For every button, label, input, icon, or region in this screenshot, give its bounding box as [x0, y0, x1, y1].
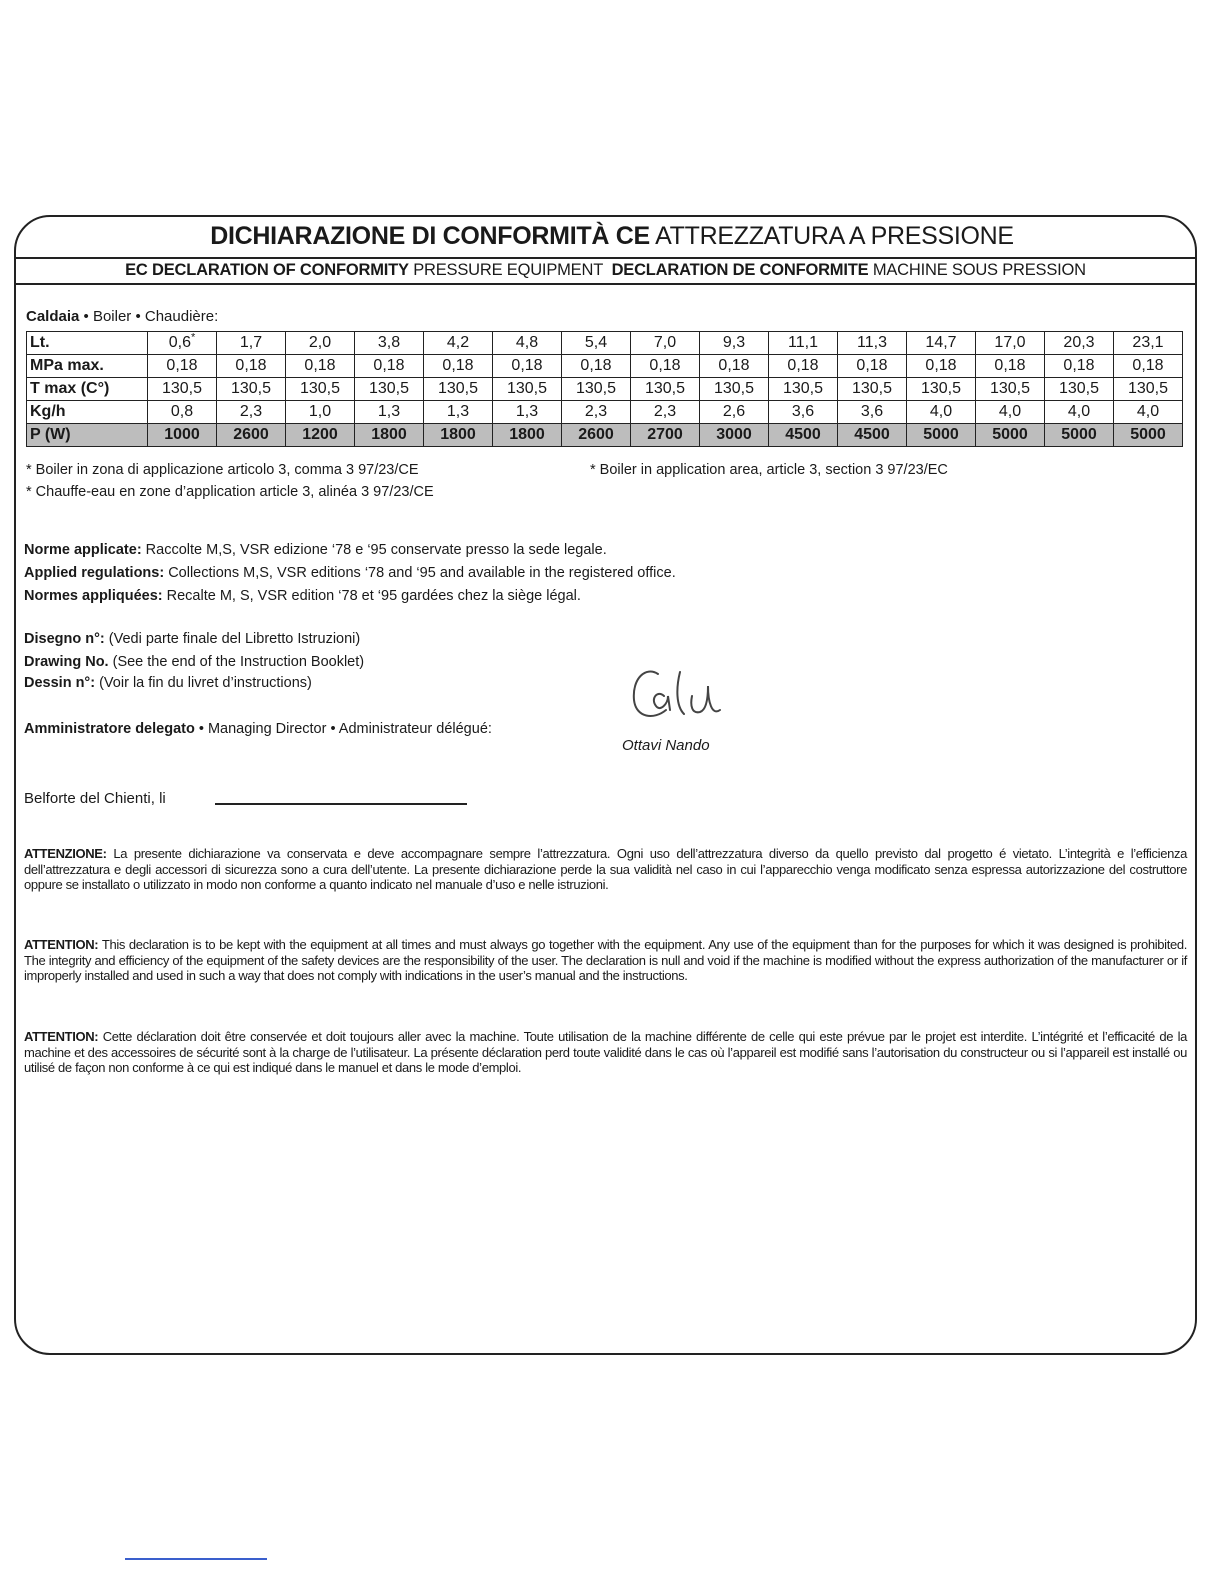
- norms-fr-label: Normes appliquées:: [24, 588, 163, 604]
- table-cell: [286, 424, 355, 447]
- table-cell: [907, 378, 976, 401]
- table-cell: [148, 355, 217, 378]
- table-cell: [1045, 332, 1114, 355]
- table-cell: [1045, 355, 1114, 378]
- warning-fr-text: Cette déclaration doit être conservée et doit toujours aller avec la machine. Toute utilisation de la machine différente de celle qui este prévue par le projet est interdite. L’intégrité et l’efficacité de la machine et des accessoires de sécurité sont à la charge de l’utilisateur. La présente déclaration perd toute validité dans le cas où l’appareil est modifié sans l’autorisation du constructeur ou si l’appareil est installé ou utilisé de façon non conforme à ce qui est indiqué dans le manuel et dans le mode d’emploi.: [24, 1029, 1187, 1075]
- row-header: Lt.: [27, 332, 148, 355]
- table-cell: [493, 424, 562, 447]
- cell-value: 1,3: [515, 403, 539, 420]
- table-cell: [424, 355, 493, 378]
- cell-value: 0,18: [166, 357, 198, 374]
- table-cell: [976, 332, 1045, 355]
- norms-it-text: Raccolte M,S, VSR edizione ‘78 e ‘95 conservate presso la sede legale.: [141, 542, 607, 558]
- table-cell: [700, 424, 769, 447]
- warning-fr: [24, 1029, 1187, 1076]
- cell-value: 130,5: [575, 380, 617, 397]
- cell-value: 130,5: [851, 380, 893, 397]
- subtitle-en-bold: EC DECLARATION OF CONFORMITY: [125, 261, 409, 279]
- cell-value: 0,18: [856, 357, 888, 374]
- table-cell: [769, 401, 838, 424]
- table-cell: [700, 332, 769, 355]
- cell-value: 0,18: [994, 357, 1026, 374]
- table-cell: [838, 355, 907, 378]
- table-cell: [562, 332, 631, 355]
- norms-en: [24, 562, 676, 584]
- footer-link-line: [125, 1558, 267, 1560]
- table-cell: [493, 378, 562, 401]
- drawing-it: [24, 628, 360, 650]
- table-cell: [562, 378, 631, 401]
- table-cell: [631, 424, 700, 447]
- warning-en-label: ATTENTION:: [24, 937, 99, 952]
- table-cell: [217, 401, 286, 424]
- cell-value: 130,5: [1058, 380, 1100, 397]
- cell-value: 2,3: [653, 403, 677, 420]
- cell-value: 1,0: [308, 403, 332, 420]
- table-cell: [769, 332, 838, 355]
- table-cell: [1045, 401, 1114, 424]
- cell-value: 2600: [578, 426, 614, 443]
- table-cell: [355, 401, 424, 424]
- table-cell: [1114, 378, 1183, 401]
- cell-value: 4,8: [515, 334, 539, 351]
- drawing-fr: [24, 672, 312, 694]
- table-cell: [976, 424, 1045, 447]
- cell-value: 23,1: [1132, 334, 1164, 351]
- table-cell: [562, 355, 631, 378]
- table-cell: [838, 378, 907, 401]
- cell-value: 0,8: [170, 403, 194, 420]
- cell-value: 5,4: [584, 334, 608, 351]
- table-cell: [286, 401, 355, 424]
- document-title: [0, 222, 1224, 251]
- drawing-it-label: Disegno n°:: [24, 631, 105, 647]
- table-cell: [700, 378, 769, 401]
- table-row: [27, 355, 1183, 378]
- title-bold: DICHIARAZIONE DI CONFORMITÀ CE: [210, 222, 650, 250]
- cell-value: 2,3: [239, 403, 263, 420]
- cell-value: 130,5: [230, 380, 272, 397]
- warning-it-label: ATTENZIONE:: [24, 846, 107, 861]
- norms-it-label: Norme applicate:: [24, 542, 142, 558]
- row-header: Kg/h: [27, 401, 148, 424]
- cell-value: 1800: [509, 426, 545, 443]
- cell-value: 4,0: [929, 403, 953, 420]
- table-cell: [976, 401, 1045, 424]
- cell-value: 1,3: [446, 403, 470, 420]
- director-label-rest: • Managing Director • Administrateur délégué:: [194, 721, 492, 737]
- cell-value: 17,0: [994, 334, 1026, 351]
- table-cell: [286, 355, 355, 378]
- table-cell: [700, 355, 769, 378]
- table-cell: [217, 424, 286, 447]
- table-cell: [907, 424, 976, 447]
- cell-value: 4,2: [446, 334, 470, 351]
- row-header: MPa max.: [27, 355, 148, 378]
- table-cell: [838, 424, 907, 447]
- table-cell: [631, 355, 700, 378]
- table-cell: [148, 424, 217, 447]
- table-cell: [355, 424, 424, 447]
- cell-value: 0,18: [649, 357, 681, 374]
- cell-value: 0,18: [442, 357, 474, 374]
- cell-value: 130,5: [920, 380, 962, 397]
- norms-fr: [24, 585, 581, 607]
- table-cell: [493, 332, 562, 355]
- cell-value: 3,6: [860, 403, 884, 420]
- drawing-fr-label: Dessin n°:: [24, 675, 96, 691]
- table-cell: [493, 401, 562, 424]
- cell-value: 130,5: [437, 380, 479, 397]
- table-cell: [907, 401, 976, 424]
- table-cell: [148, 401, 217, 424]
- director-label: Amministratore delegato: [24, 721, 195, 737]
- cell-value: 1,7: [239, 334, 263, 351]
- document-subtitle: [14, 258, 1197, 282]
- table-cell: [1045, 378, 1114, 401]
- table-caption: [26, 308, 218, 325]
- table-cell: [1114, 401, 1183, 424]
- cell-value: 9,3: [722, 334, 746, 351]
- table-cell: [148, 378, 217, 401]
- table-cell: [976, 378, 1045, 401]
- table-cell: [631, 332, 700, 355]
- table-row: [27, 378, 1183, 401]
- cell-value: 130,5: [368, 380, 410, 397]
- table-cell: [148, 332, 217, 355]
- drawing-en: [24, 651, 364, 673]
- table-cell: [217, 355, 286, 378]
- subtitle-divider: [14, 283, 1197, 285]
- drawing-en-text: (See the end of the Instruction Booklet): [108, 654, 365, 670]
- row-header: P (W): [27, 424, 148, 447]
- cell-value: 5000: [923, 426, 959, 443]
- cell-value: 3,8: [377, 334, 401, 351]
- table-cell: [355, 332, 424, 355]
- table-cell: [1114, 424, 1183, 447]
- cell-value: 0,18: [925, 357, 957, 374]
- warning-en: [24, 937, 1187, 984]
- norms-it: [24, 539, 607, 561]
- cell-value: 1000: [164, 426, 200, 443]
- date-blank-line: [215, 803, 467, 805]
- cell-value: 0,18: [304, 357, 336, 374]
- cell-value: 0,18: [235, 357, 267, 374]
- cell-value: 0,18: [511, 357, 543, 374]
- table-cell: [562, 401, 631, 424]
- norms-fr-text: Recalte M, S, VSR edition ‘78 et ‘95 gardées chez la siège légal.: [162, 588, 581, 604]
- warning-en-text: This declaration is to be kept with the equipment at all times and must always go together with the equipment. Any use of the equipment than for the purposes for which it was designed is prohibited. The integrity and efficiency of the equipment of the safety devices are the responsibility of the user. The declaration is null and void if the machine is modified without the express authorization of the manufacturer or if improperly installed and used in such a way that does not comply with indications in the user’s manual and the instructions.: [24, 937, 1187, 983]
- table-cell: [631, 401, 700, 424]
- cell-value: 2,0: [308, 334, 332, 351]
- cell-value: 130,5: [782, 380, 824, 397]
- cell-value: 1,3: [377, 403, 401, 420]
- table-cell: [1045, 424, 1114, 447]
- table-cell: [286, 332, 355, 355]
- warning-fr-label: ATTENTION:: [24, 1029, 99, 1044]
- footnote-it: * Boiler in zona di applicazione articolo 3, comma 3 97/23/CE: [26, 462, 419, 478]
- cell-value: 2600: [233, 426, 269, 443]
- cell-value: 130,5: [713, 380, 755, 397]
- warning-it-text: La presente dichiarazione va conservata e deve accompagnare sempre l’attrezzatura. Ogni uso dell’attrezzatura diverso da quello previsto dal progetto é vietato. L’integrità e l’efficienza dell’attrezzatura e degli accessori di sicurezza sono a cura dell’utente. La presente dichiarazione perde la sua validità nel caso in cui l’apparecchio venga modificato senza espressa autorizzazione del costruttore oppure se installato o utilizzato in modo non conforme a quanto indicato nel manuale d’uso e nelle istruzioni.: [24, 846, 1187, 892]
- table-cell: [355, 378, 424, 401]
- table-cell: [1114, 355, 1183, 378]
- cell-value: 2,6: [722, 403, 746, 420]
- cell-value: 2,3: [584, 403, 608, 420]
- cell-value: 0,18: [718, 357, 750, 374]
- table-cell: [217, 378, 286, 401]
- cell-value: 1800: [440, 426, 476, 443]
- footnote-en: * Boiler in application area, article 3, section 3 97/23/EC: [590, 462, 948, 478]
- cell-value: 5000: [992, 426, 1028, 443]
- table-cell: [424, 424, 493, 447]
- footnote-fr: * Chauffe-eau en zone d’application article 3, alinéa 3 97/23/CE: [26, 484, 434, 500]
- table-cell: [286, 378, 355, 401]
- table-cell: [769, 355, 838, 378]
- table-cell: [424, 401, 493, 424]
- table-cell: [562, 424, 631, 447]
- cell-value: 11,3: [857, 334, 887, 351]
- cell-value: 5000: [1130, 426, 1166, 443]
- table-cell: [976, 355, 1045, 378]
- cell-value: 7,0: [653, 334, 677, 351]
- cell-value: 1200: [302, 426, 338, 443]
- table-cell: [424, 378, 493, 401]
- row-header: T max (C°): [27, 378, 148, 401]
- cell-value: 3000: [716, 426, 752, 443]
- cell-value: 130,5: [161, 380, 203, 397]
- norms-en-text: Collections M,S, VSR editions ‘78 and ‘95 and available in the registered office.: [164, 565, 676, 581]
- cell-value: 0,18: [1063, 357, 1095, 374]
- table-row: [27, 424, 1183, 447]
- cell-value: 0,18: [373, 357, 405, 374]
- cell-value: 5000: [1061, 426, 1097, 443]
- cell-value: 14,7: [925, 334, 957, 351]
- cell-value: 130,5: [1127, 380, 1169, 397]
- table-cell: [838, 332, 907, 355]
- cell-value: 4,0: [998, 403, 1022, 420]
- caption-bold: Caldaia: [26, 308, 80, 325]
- cell-value: 3,6: [791, 403, 815, 420]
- table-cell: [493, 355, 562, 378]
- cell-value: 4500: [785, 426, 821, 443]
- director-line: [24, 718, 492, 740]
- cell-value: 4,0: [1067, 403, 1091, 420]
- cell-value: 1800: [371, 426, 407, 443]
- cell-value: 2700: [647, 426, 683, 443]
- cell-value: 4,0: [1136, 403, 1160, 420]
- boiler-spec-table: [26, 331, 1183, 447]
- caption-rest: • Boiler • Chaudière:: [79, 308, 219, 325]
- subtitle-en-light: PRESSURE EQUIPMENT: [413, 261, 603, 279]
- drawing-fr-text: (Voir la fin du livret d’instructions): [95, 675, 312, 691]
- footnote-marker: *: [190, 331, 196, 344]
- title-light: ATTREZZATURA A PRESSIONE: [655, 222, 1014, 250]
- place-date: Belforte del Chienti, li: [24, 790, 166, 807]
- table-row: [27, 401, 1183, 424]
- table-cell: [907, 355, 976, 378]
- cell-value: 0,18: [580, 357, 612, 374]
- subtitle-fr-light: MACHINE SOUS PRESSION: [872, 261, 1086, 279]
- cell-value: 130,5: [506, 380, 548, 397]
- subtitle-fr-bold: DECLARATION DE CONFORMITE: [611, 261, 869, 279]
- table-cell: [631, 378, 700, 401]
- cell-value: 0,6: [168, 334, 191, 351]
- table-cell: [424, 332, 493, 355]
- cell-value: 0,18: [1132, 357, 1164, 374]
- drawing-en-label: Drawing No.: [24, 654, 109, 670]
- drawing-it-text: (Vedi parte finale del Libretto Istruzioni): [104, 631, 361, 647]
- table-cell: [217, 332, 286, 355]
- cell-value: 4500: [854, 426, 890, 443]
- cell-value: 130,5: [989, 380, 1031, 397]
- table-cell: [1114, 332, 1183, 355]
- table-cell: [838, 401, 907, 424]
- handwritten-signature: [620, 660, 730, 740]
- table-cell: [907, 332, 976, 355]
- norms-en-label: Applied regulations:: [24, 565, 165, 581]
- cell-value: 130,5: [644, 380, 686, 397]
- table-cell: [769, 378, 838, 401]
- warning-it: [24, 846, 1187, 893]
- table-cell: [769, 424, 838, 447]
- cell-value: 20,3: [1063, 334, 1095, 351]
- table-cell: [700, 401, 769, 424]
- cell-value: 130,5: [299, 380, 341, 397]
- cell-value: 11,1: [788, 334, 818, 351]
- table-row: [27, 332, 1183, 355]
- table-cell: [355, 355, 424, 378]
- signatory-name: Ottavi Nando: [622, 737, 710, 754]
- cell-value: 0,18: [787, 357, 819, 374]
